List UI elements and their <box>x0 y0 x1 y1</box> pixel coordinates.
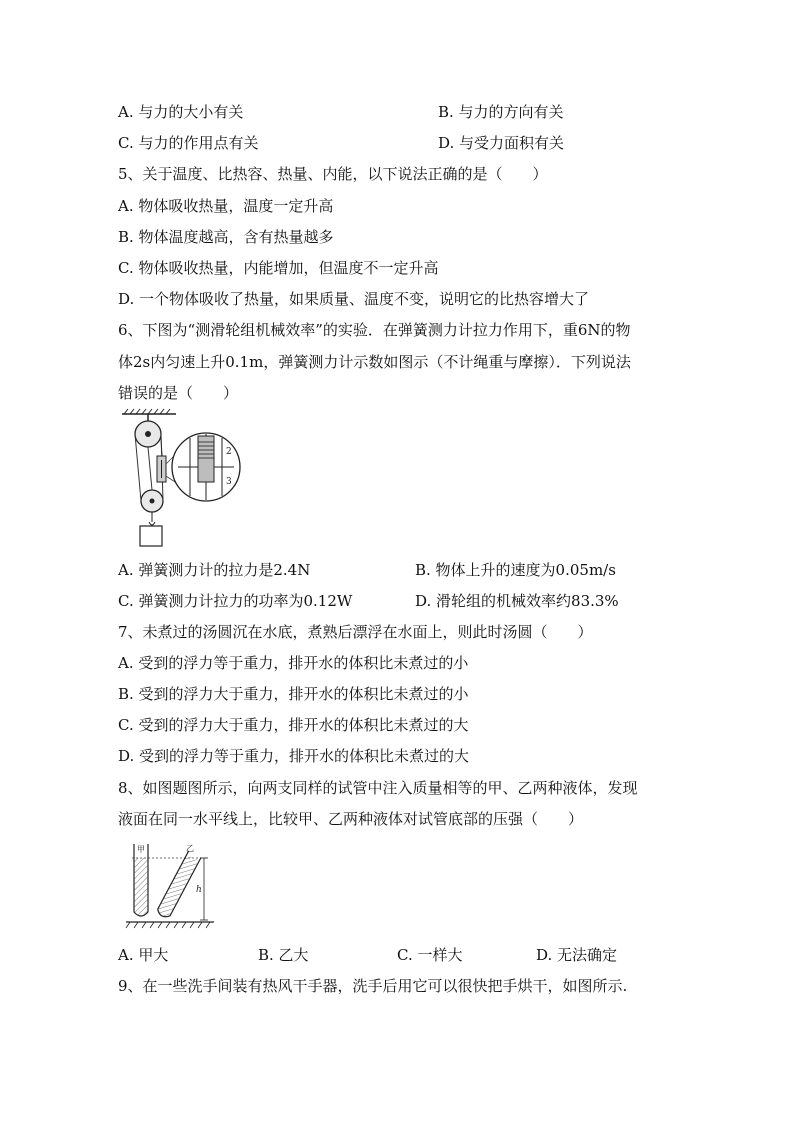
q5-option-d: D. 一个物体吸收了热量，如果质量、温度不变，说明它的比热容增大了 <box>118 290 590 308</box>
q4-option-d: D. 与受力面积有关 <box>438 134 565 152</box>
q7-option-c: C. 受到的浮力大于重力，排开水的体积比未煮过的大 <box>118 716 469 734</box>
test-tubes-figure <box>124 838 220 930</box>
q5-option-a: A. 物体吸收热量，温度一定升高 <box>118 197 334 215</box>
q5-option-c: C. 物体吸收热量，内能增加，但温度不一定升高 <box>118 259 439 277</box>
q9-stem: 9、在一些洗手间装有热风干手器，洗手后用它可以很快把手烘干，如图所示. <box>118 977 628 995</box>
q8-option-c: C. 一样大 <box>397 946 463 964</box>
q7-option-d: D. 受到的浮力等于重力，排开水的体积比未煮过的大 <box>118 747 470 765</box>
q8-option-b: B. 乙大 <box>258 946 309 964</box>
q5-stem: 5、关于温度、比热容、热量、内能，以下说法正确的是（ ） <box>118 165 548 183</box>
tube-yi-label: 乙 <box>186 844 194 853</box>
q6-option-b: B. 物体上升的速度为0.05m/s <box>415 561 616 579</box>
q8-stem-line-1: 8、如图题图所示，向两支同样的试管中注入质量相等的甲、乙两种液体，发现 <box>118 779 638 797</box>
q4-option-c: C. 与力的作用点有关 <box>118 134 259 152</box>
weight-block <box>140 526 162 546</box>
q4-option-b: B. 与力的方向有关 <box>438 103 564 121</box>
q6-stem-line-3: 错误的是（ ） <box>118 384 239 402</box>
q7-stem: 7、未煮过的汤圆沉在水底，煮熟后漂浮在水面上，则此时汤圆（ ） <box>118 623 593 641</box>
q6-option-a: A. 弹簧测力计的拉力是2.4N <box>118 561 311 579</box>
scale-tick-label-2: 2 <box>226 447 232 457</box>
q8-stem-line-2: 液面在同一水平线上，比较甲、乙两种液体对试管底部的压强（ ） <box>118 810 584 828</box>
pulley-system-figure <box>118 408 244 550</box>
scale-tick-label-3: 3 <box>226 477 232 487</box>
q4-option-a: A. 与力的大小有关 <box>118 103 244 121</box>
q7-option-b: B. 受到的浮力大于重力，排开水的体积比未煮过的小 <box>118 685 469 703</box>
q6-stem-line-2: 体2s内匀速上升0.1m，弹簧测力计示数如图示（不计绳重与摩擦）．下列说法 <box>118 353 631 371</box>
q5-option-b: B. 物体温度越高，含有热量越多 <box>118 228 334 246</box>
q8-option-d: D. 无法确定 <box>536 946 618 964</box>
q8-option-a: A. 甲大 <box>118 946 169 964</box>
tube-jia-label: 甲 <box>137 845 145 854</box>
q6-option-d: D. 滑轮组的机械效率约83.3% <box>415 592 619 610</box>
q6-stem-line-1: 6、下图为“测滑轮组机械效率”的实验．在弹簧测力计拉力作用下，重6N的物 <box>118 321 631 339</box>
q6-option-c: C. 弹簧测力计拉力的功率为0.12W <box>118 592 353 610</box>
q7-option-a: A. 受到的浮力等于重力，排开水的体积比未煮过的小 <box>118 654 469 672</box>
height-label: h <box>196 885 202 895</box>
